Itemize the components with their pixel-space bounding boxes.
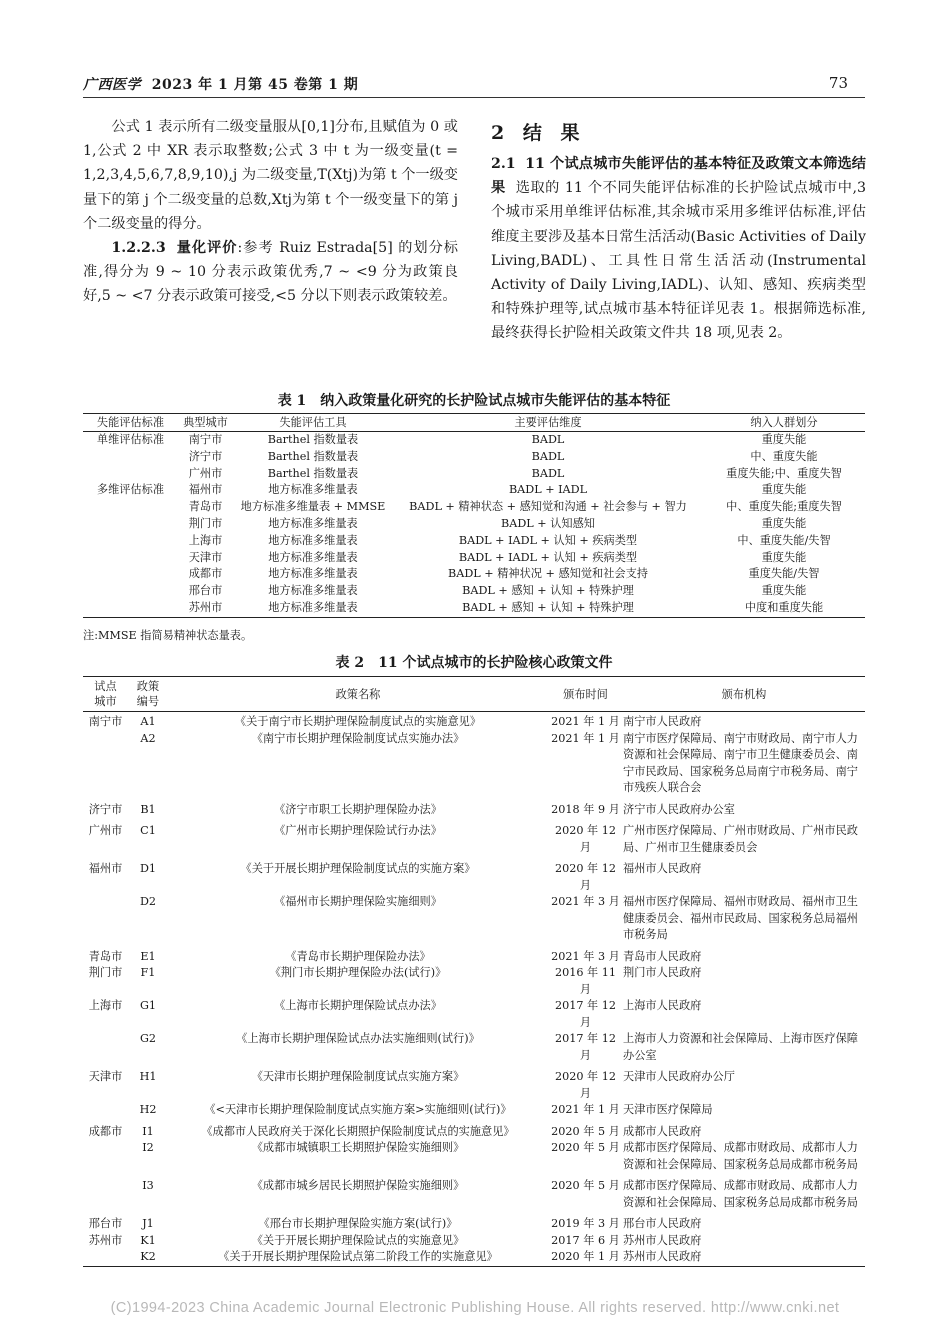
table2-cell: 2021 年 1 月 xyxy=(551,731,620,745)
table1-cell: BADL + IADL + 认知 + 疾病类型 xyxy=(458,550,638,564)
table2 xyxy=(83,676,865,1267)
table2-cell: 苏州市 xyxy=(88,1233,123,1247)
table2-cell xyxy=(83,1031,128,1064)
quantitative-evaluation-paragraph xyxy=(83,236,458,309)
table2-cell: 《成都市城乡居民长期照护保险实施细则》 xyxy=(251,1179,465,1192)
table2-cell: 青岛市 xyxy=(88,949,123,963)
table2-row xyxy=(83,1211,865,1233)
results-paragraph xyxy=(491,152,866,346)
table2-cell: 苏州市人民政府 xyxy=(623,1249,865,1266)
table1-cell: Barthel 指数量表 xyxy=(267,433,359,446)
table1-cell: 重度失能/失智 xyxy=(748,567,820,581)
table1-row xyxy=(83,600,865,617)
results-body: 选取的 11 个不同失能评估标准的长护险试点城市中,3 个城市采用单维评估标准,其余城市采用多维评估标准,评估维度主要涉及基本日常生活活动(Basic Activities of Daily Living,BADL)、工具性日常生活活动(Instrumental Activity of Daily Living,IADL)、认知、感知、疾病类型和特殊护理等,试点城市基本特征详见表 1。根据筛选标准,最终获得长护险相关政策文件共 18 项,见表 2。 xyxy=(491,180,866,342)
table2-cell: 天津市人民政府办公厅 xyxy=(623,1070,735,1083)
table2-cell: I2 xyxy=(142,1141,154,1154)
table1-cell: 中、重度失能;重度失智 xyxy=(726,500,842,514)
table1-cell xyxy=(83,516,178,533)
copyright-footer: (C)1994-2023 China Academic Journal Electronic Publishing House. All rights reserved. http://www.cnki.net xyxy=(110,1300,840,1316)
table1-cell: BADL xyxy=(531,449,565,463)
table1-cell xyxy=(83,499,178,516)
table1-cell: 邢台市 xyxy=(188,584,223,598)
table1-header-cell: 主要评估维度 xyxy=(393,414,703,432)
table1-row xyxy=(83,482,865,499)
table1-row xyxy=(83,566,865,583)
table1-cell: BADL xyxy=(531,433,565,446)
table2-cell: 《关于开展长期护理保险试点第二阶段工作的实施意见》 xyxy=(168,1249,548,1266)
table2-row xyxy=(83,1031,865,1064)
table2-cell: 上海市人民政府 xyxy=(623,999,702,1012)
subsection-body: :参考 Ruiz Estrada[5] 的划分标准,得分为 9 ~ 10 分表示政策优秀,7 ~ <9 分为政策良好,5 ~ <7 分表示政策可接受,<5 分以下则表示政策较差。 xyxy=(83,240,458,305)
table1-cell: 苏州市 xyxy=(178,600,233,617)
table2-cell: 天津市医疗保障局 xyxy=(623,1103,713,1116)
journal-name: 广西医学 xyxy=(83,77,141,93)
table2-cell xyxy=(83,731,128,797)
table2-cell: 2020 年 1 月 xyxy=(548,1249,623,1266)
table2-cell: 《青岛市长期护理保险办法》 xyxy=(285,949,431,963)
table2-cell: 南宁市医疗保障局、南宁市财政局、南宁市人力资源和社会保障局、南宁市卫生健康委员会、南宁市民政局、国家税务总局南宁市税务局、南宁市残疾人联合会 xyxy=(623,731,858,794)
table1-cell: Barthel 指数量表 xyxy=(267,449,359,463)
table2-row xyxy=(83,797,865,819)
table2-row xyxy=(83,1119,865,1141)
table2-row xyxy=(83,818,865,856)
table2-cell: I3 xyxy=(142,1179,154,1192)
table1-cell: 成都市 xyxy=(188,567,223,581)
table1-cell: 重度失能;中、重度失智 xyxy=(726,466,842,480)
page-number: 73 xyxy=(828,74,848,92)
table2-row xyxy=(83,856,865,894)
table2-cell: G2 xyxy=(139,1032,157,1045)
table1-cell: 南宁市 xyxy=(188,433,223,446)
table1-cell: 青岛市 xyxy=(188,500,223,514)
table2-cell xyxy=(83,894,128,944)
table1-cell xyxy=(83,583,178,600)
table2-cell: 2020 年 12 月 xyxy=(554,862,616,892)
table2-cell: J1 xyxy=(142,1217,154,1230)
table2-row xyxy=(83,894,865,944)
table1-cell xyxy=(83,600,178,617)
table1-cell xyxy=(83,466,178,483)
table1-caption: 表 1 纳入政策量化研究的长护险试点城市失能评估的基本特征 xyxy=(277,393,671,409)
table1-cell: 重度失能 xyxy=(761,433,807,446)
table2-cell: K1 xyxy=(140,1233,156,1247)
running-header xyxy=(83,74,358,94)
subsection-title-2-1: 11 个试点城市失能评估的基本特征及政策文本筛选结果 xyxy=(491,156,866,197)
table1-cell: 地方标准多维量表 xyxy=(268,516,358,530)
table1-cell: 广州市 xyxy=(188,466,223,480)
table1-cell: BADL + 精神状态 + 感知觉和沟通 + 社会参与 + 智力 xyxy=(409,500,687,514)
table2-cell: 2020 年 12 月 xyxy=(554,1070,616,1100)
table2-cell: 邢台市人民政府 xyxy=(623,1217,702,1230)
table2-cell: 《成都市城镇职工长期照护保险实施细则》 xyxy=(251,1141,465,1154)
table2-cell: 成都市 xyxy=(88,1124,123,1138)
table1-row xyxy=(83,432,865,449)
table1 xyxy=(83,413,865,618)
table2-cell: 《济宁市职工长期护理保险办法》 xyxy=(274,802,442,816)
table2-cell: 《邢台市长期护理保险实施方案(试行)》 xyxy=(258,1217,458,1230)
table1-cell: 地方标准多维量表 xyxy=(268,483,358,497)
table2-cell: 《上海市长期护理保险试点办法》 xyxy=(274,999,442,1012)
right-column xyxy=(491,152,866,346)
table2-cell xyxy=(83,1102,128,1119)
table1-cell: 天津市 xyxy=(188,550,223,564)
table1-cell xyxy=(83,566,178,583)
table1-cell: 单维评估标准 xyxy=(96,433,165,446)
table2-cell: E1 xyxy=(140,949,156,963)
table1-cell: 重度失能 xyxy=(761,483,807,497)
table2-cell: 上海市人力资源和社会保障局、上海市医疗保障办公室 xyxy=(623,1032,858,1062)
table2-cell: 济宁市人民政府办公室 xyxy=(623,802,735,816)
table2-cell: A1 xyxy=(140,715,156,728)
table1-row xyxy=(83,466,865,483)
table2-cell: 2017 年 12 月 xyxy=(554,999,616,1029)
table2-cell: 青岛市人民政府 xyxy=(623,949,702,963)
table2-cell: 2020 年 5 月 xyxy=(551,1179,620,1192)
table2-cell: 天津市 xyxy=(88,1070,123,1083)
table1-cell: BADL + 感知 + 认知 + 特殊护理 xyxy=(462,584,634,598)
table2-cell: 《南宁市长期护理保险制度试点实施办法》 xyxy=(251,731,465,745)
table2-cell: 《关于开展长期护理保险制度试点的实施方案》 xyxy=(240,862,476,875)
table2-header-cell xyxy=(128,677,168,712)
table2-cell: 2020 年 5 月 xyxy=(551,1124,620,1138)
table2-cell: 2016 年 11 月 xyxy=(554,966,616,996)
table2-caption: 表 2 11 个试点城市的长护险核心政策文件 xyxy=(335,655,613,671)
table2-header-text: 试点城市 xyxy=(94,680,117,708)
table2-cell: 上海市 xyxy=(88,999,123,1012)
table2-row xyxy=(83,731,865,797)
table2-cell: 成都市医疗保障局、成都市财政局、成都市人力资源和社会保障局、国家税务总局成都市税务局 xyxy=(623,1179,858,1209)
table2-cell: 《关于开展长期护理保险试点的实施意见》 xyxy=(251,1233,465,1247)
issue-info: 2023 年 1 月第 45 卷第 1 期 xyxy=(151,77,359,93)
table2-row xyxy=(83,1064,865,1102)
subsection-number-2-1: 2.1 xyxy=(491,156,516,172)
table1-cell: 重度失能 xyxy=(761,516,807,530)
table2-cell: G1 xyxy=(139,999,157,1012)
table2-header-cell xyxy=(83,677,128,712)
table2-row xyxy=(83,712,865,731)
table2-cell: K2 xyxy=(128,1249,168,1266)
table2-cell: 福州市 xyxy=(88,862,123,875)
table2-cell: 《<天津市长期护理保险制度试点实施方案>实施细则(试行)》 xyxy=(204,1103,512,1116)
table1-cell: BADL + 认知感知 xyxy=(501,516,595,530)
table1-cell: 中、重度失能/失智 xyxy=(737,533,831,547)
table2-cell xyxy=(83,1140,128,1173)
table2-cell: 《上海市长期护理保险试点办法实施细则(试行)》 xyxy=(236,1032,480,1045)
table2-row xyxy=(83,965,865,998)
table1-cell: 地方标准多维量表 xyxy=(268,584,358,598)
table2-cell: 2021 年 3 月 xyxy=(551,949,620,963)
table2-cell: 邢台市 xyxy=(88,1217,123,1230)
table2-cell: 福州市医疗保障局、福州市财政局、福州市卫生健康委员会、福州市民政局、国家税务总局福州市税务局 xyxy=(623,895,858,941)
left-column xyxy=(83,115,458,309)
table2-cell: 《天津市长期护理保险制度试点实施方案》 xyxy=(251,1070,465,1083)
table2-cell: D1 xyxy=(139,862,157,875)
table1-cell: 地方标准多维量表 xyxy=(268,533,358,547)
table2-cell: 成都市人民政府 xyxy=(623,1124,702,1138)
table1-row xyxy=(83,533,865,550)
table1-cell: 中、重度失能 xyxy=(750,449,818,463)
table1-cell: BADL + 精神状况 + 感知觉和社会支持 xyxy=(448,567,648,581)
table1-header-cell: 典型城市 xyxy=(178,414,233,432)
table2-cell xyxy=(83,1249,128,1266)
table1-cell: 地方标准多维量表 xyxy=(268,567,358,581)
table1-header-row xyxy=(83,414,865,432)
table2-cell: 福州市人民政府 xyxy=(623,862,702,875)
formula-explanation: 公式 1 表示所有二级变量服从[0,1]分布,且赋值为 0 或 1,公式 2 中 XR 表示取整数;公式 3 中 t 为一级变量(t = 1,2,3,4,5,6,7,8,9,10),j 为二级变量,T(Xtj)为第 t 个一级变量下的第 j 个二级变量的总数,Xtj为第 t 个一级变量下的第 j 个二级变量的得分。 xyxy=(83,119,458,232)
table1-cell: 地方标准多维量表 xyxy=(268,550,358,564)
table2-header-text: 政策编号 xyxy=(136,680,160,708)
table2-cell: 《荆门市长期护理保险办法(试行)》 xyxy=(269,966,447,979)
table2-cell: 《福州市长期护理保险实施细则》 xyxy=(274,895,442,908)
table2-row xyxy=(83,1140,865,1173)
table2-cell: 南宁市人民政府 xyxy=(623,715,702,728)
table1-row xyxy=(83,550,865,567)
table1-note: 注:MMSE 指简易精神状态量表。 xyxy=(83,629,253,642)
table2-cell: 广州市 xyxy=(88,824,123,837)
table1-header-cell: 失能评估工具 xyxy=(233,414,393,432)
table2-cell: 2020 年 5 月 xyxy=(551,1141,620,1154)
table2-cell: 济宁市 xyxy=(88,802,123,816)
table2-cell: 《关于南宁市长期护理保险制度试点的实施意见》 xyxy=(234,715,482,728)
table2-cell: A2 xyxy=(140,731,156,745)
table2-cell: 2021 年 3 月 xyxy=(551,895,620,908)
table2-header-cell: 颁布机构 xyxy=(623,677,865,712)
table1-cell: 多维评估标准 xyxy=(96,483,165,497)
table1-row xyxy=(83,449,865,466)
subsection-number: 1.2.2.3 xyxy=(111,240,166,257)
table1-cell: 重度失能 xyxy=(761,584,807,598)
table1-cell: BADL + IADL xyxy=(508,483,588,497)
table2-cell: 2018 年 9 月 xyxy=(551,802,620,816)
table2-cell: D2 xyxy=(139,895,157,908)
table2-cell: 荆门市 xyxy=(88,966,123,979)
table1-row xyxy=(83,583,865,600)
table2-cell: 2021 年 1 月 xyxy=(551,1103,620,1116)
table1-row xyxy=(83,516,865,533)
table2-cell: C1 xyxy=(140,824,156,837)
section-heading: 2 结 果 xyxy=(491,122,586,144)
table2-row xyxy=(83,1102,865,1119)
table2-cell: F1 xyxy=(140,966,156,979)
table2-cell: 2021 年 1 月 xyxy=(551,715,620,728)
table2-header-row xyxy=(83,677,865,712)
table2-cell: 《成都市人民政府关于深化长期照护保险制度试点的实施意见》 xyxy=(201,1124,515,1138)
table1-cell: 重度失能 xyxy=(761,550,807,564)
table2-cell: B1 xyxy=(140,802,156,816)
table2-cell: I1 xyxy=(142,1124,154,1138)
table1-cell: 地方标准多维量表 + MMSE xyxy=(240,500,386,514)
table1-cell: BADL + 感知 + 认知 + 特殊护理 xyxy=(393,600,703,617)
table2-cell: 荆门市人民政府 xyxy=(623,966,702,979)
table1-row xyxy=(83,499,865,516)
table1-cell: BADL xyxy=(531,466,565,480)
table1-cell: 中度和重度失能 xyxy=(703,600,865,617)
table2-cell: 2020 年 12 月 xyxy=(554,824,616,854)
table2-cell xyxy=(83,1173,128,1211)
table1-cell xyxy=(83,533,178,550)
table2-cell: 《广州市长期护理保险试行办法》 xyxy=(274,824,442,837)
table1-header-cell: 失能评估标准 xyxy=(83,414,178,432)
table2-cell: 2017 年 12 月 xyxy=(554,1032,616,1062)
table2-cell: 成都市医疗保障局、成都市财政局、成都市人力资源和社会保障局、国家税务总局成都市税务局 xyxy=(623,1141,858,1171)
table2-row xyxy=(83,1249,865,1266)
table1-cell: 地方标准多维量表 xyxy=(233,600,393,617)
table1-cell xyxy=(83,550,178,567)
table2-header-cell: 颁布时间 xyxy=(548,677,623,712)
table2-row xyxy=(83,1173,865,1211)
table2-cell: 南宁市 xyxy=(88,715,123,728)
table1-cell: 上海市 xyxy=(188,533,223,547)
table2-row xyxy=(83,998,865,1031)
table2-cell: H2 xyxy=(139,1103,157,1116)
table2-header-cell: 政策名称 xyxy=(168,677,548,712)
header-rule xyxy=(83,97,865,98)
table2-row xyxy=(83,944,865,966)
table1-cell: 荆门市 xyxy=(188,516,223,530)
table1-cell xyxy=(83,449,178,466)
table2-cell: 2017 年 6 月 xyxy=(551,1233,620,1247)
subsection-title: 量化评价 xyxy=(176,240,238,257)
table1-cell: 福州市 xyxy=(188,483,223,497)
table2-cell: 广州市医疗保障局、广州市财政局、广州市民政局、广州市卫生健康委员会 xyxy=(623,824,858,854)
table1-cell: BADL + IADL + 认知 + 疾病类型 xyxy=(458,533,638,547)
table2-row xyxy=(83,1233,865,1250)
table1-cell: 济宁市 xyxy=(188,449,223,463)
table1-cell: Barthel 指数量表 xyxy=(267,466,359,480)
table2-cell: H1 xyxy=(139,1070,157,1083)
table1-header-cell: 纳入人群划分 xyxy=(703,414,865,432)
table2-cell: 苏州市人民政府 xyxy=(623,1233,702,1247)
table2-cell: 2019 年 3 月 xyxy=(551,1217,620,1230)
